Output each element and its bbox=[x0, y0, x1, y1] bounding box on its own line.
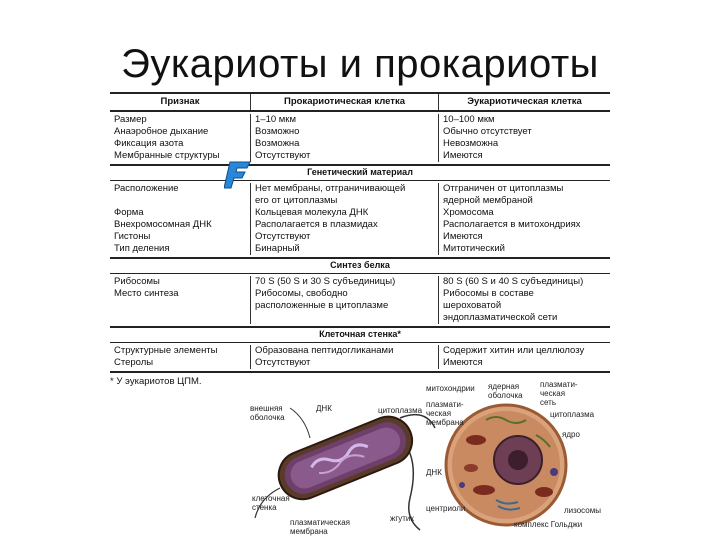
table-cell-prokaryote: его от цитоплазмы bbox=[250, 195, 438, 207]
table-row bbox=[110, 288, 610, 300]
table-cell-feature: Стеролы bbox=[114, 357, 154, 368]
section-protein-synthesis: Синтез белка bbox=[110, 257, 610, 274]
section-cell-wall: Клеточная стенка* bbox=[110, 326, 610, 343]
table-row bbox=[110, 231, 610, 243]
footnote: * У эукариотов ЦПМ. bbox=[110, 376, 202, 387]
table-cell-eukaryote: Располагается в митохондриях bbox=[438, 219, 610, 231]
table-cell-feature: Фиксация азота bbox=[114, 138, 184, 149]
table-cell-feature: Структурные элементы bbox=[114, 345, 218, 356]
table-cell-prokaryote: Отсутствуют bbox=[250, 357, 438, 369]
table-row bbox=[110, 312, 610, 324]
label-plasma-membrane: плазмати- ческая мембрана bbox=[426, 400, 464, 427]
label-cell-wall: клеточная стенка bbox=[252, 494, 290, 512]
table-cell-feature: Место синтеза bbox=[114, 288, 179, 299]
table-group-general bbox=[110, 112, 610, 164]
table-row bbox=[110, 276, 610, 288]
header-feature: Признак bbox=[160, 96, 200, 107]
table-row bbox=[110, 207, 610, 219]
table-cell-feature: Мембранные структуры bbox=[114, 150, 220, 161]
label-prok-membrane: плазматическая мембрана bbox=[290, 518, 351, 536]
table-row bbox=[110, 219, 610, 231]
table-group-protein bbox=[110, 274, 610, 326]
table-cell-prokaryote: Отсутствуют bbox=[250, 150, 438, 162]
table-cell-prokaryote: Бинарный bbox=[250, 243, 438, 255]
eukaryote-illustration bbox=[426, 380, 601, 530]
table-cell-feature: Внехромосомная ДНК bbox=[114, 219, 212, 230]
table-header bbox=[110, 92, 610, 112]
label-prok-cytoplasm: цитоплазма bbox=[378, 406, 423, 415]
table-cell-prokaryote: Возможно bbox=[250, 126, 438, 138]
label-euk-dna: ДНК bbox=[426, 468, 442, 477]
table-cell-feature: Тип деления bbox=[114, 243, 170, 254]
table-cell-prokaryote: Располагается в плазмидах bbox=[250, 219, 438, 231]
table-cell-eukaryote: ядерной мембраной bbox=[438, 195, 610, 207]
label-prok-dna: ДНК bbox=[316, 404, 332, 413]
table-cell-eukaryote: Отграничен от цитоплазмы bbox=[438, 183, 610, 195]
table-cell-prokaryote bbox=[250, 312, 438, 324]
prokaryote-illustration bbox=[250, 398, 440, 538]
table-cell-prokaryote: 1–10 мкм bbox=[250, 114, 438, 126]
table-row bbox=[110, 300, 610, 312]
label-outer-shell: внешняя оболочка bbox=[250, 404, 285, 422]
label-centrioles: центриоли bbox=[426, 504, 466, 513]
table-cell-eukaryote: Митотический bbox=[438, 243, 610, 255]
table-group-genetic bbox=[110, 181, 610, 257]
section-genetic-material: Генетический материал bbox=[110, 164, 610, 181]
label-golgi: комплекс Гольджи bbox=[514, 520, 583, 529]
table-cell-eukaryote: Рибосомы в составе bbox=[438, 288, 610, 300]
table-cell-feature bbox=[110, 300, 250, 312]
table-row bbox=[110, 150, 610, 162]
table-row bbox=[110, 114, 610, 126]
table-cell-prokaryote: Образована пептидогликанами bbox=[250, 345, 438, 357]
label-lysosomes: лизосомы bbox=[564, 506, 601, 515]
table-cell-eukaryote: шероховатой bbox=[438, 300, 610, 312]
table-cell-prokaryote: Отсутствуют bbox=[250, 231, 438, 243]
label-mitochondria: митохондрии bbox=[426, 384, 475, 393]
table-cell-eukaryote: Обычно отсутствует bbox=[438, 126, 610, 138]
table-row bbox=[110, 195, 610, 207]
table-cell-eukaryote: эндоплазматической сети bbox=[438, 312, 610, 324]
table-cell-prokaryote: Кольцевая молекула ДНК bbox=[250, 207, 438, 219]
table-cell-prokaryote: расположенные в цитоплазме bbox=[250, 300, 438, 312]
table-cell-feature: Расположение bbox=[114, 183, 179, 194]
label-euk-cytoplasm: цитоплазма bbox=[550, 410, 595, 419]
table-cell-eukaryote: 80 S (60 S и 40 S субъединицы) bbox=[438, 276, 610, 288]
table-group-wall bbox=[110, 343, 610, 373]
table-row bbox=[110, 243, 610, 255]
table-cell-feature bbox=[110, 195, 250, 207]
label-flagellum: жгутик bbox=[390, 514, 414, 523]
label-er: плазмати- ческая сеть bbox=[540, 380, 578, 407]
table-cell-prokaryote: Рибосомы, свободно bbox=[250, 288, 438, 300]
table-cell-feature: Анаэробное дыхание bbox=[114, 126, 209, 137]
table-cell-prokaryote: Возможна bbox=[250, 138, 438, 150]
label-nuclear-envelope: ядерная оболочка bbox=[488, 382, 523, 400]
table-cell-eukaryote: Имеются bbox=[438, 357, 610, 369]
table-cell-eukaryote: Хромосома bbox=[438, 207, 610, 219]
page-title: Эукариоты и прокариоты bbox=[121, 42, 599, 86]
table-cell-feature: Рибосомы bbox=[114, 276, 160, 287]
table-row bbox=[110, 138, 610, 150]
table-cell-feature: Размер bbox=[114, 114, 147, 125]
table-row bbox=[110, 126, 610, 138]
label-nucleus: ядро bbox=[562, 430, 580, 439]
table-row bbox=[110, 183, 610, 195]
table-cell-feature bbox=[110, 312, 250, 324]
table-row bbox=[110, 345, 610, 357]
table-cell-prokaryote: Нет мембраны, отграничивающей bbox=[250, 183, 438, 195]
comparison-table bbox=[110, 92, 610, 373]
header-eukaryote: Эукариотическая клетка bbox=[438, 94, 610, 110]
table-cell-prokaryote: 70 S (50 S и 30 S субъединицы) bbox=[250, 276, 438, 288]
table-cell-eukaryote: Содержит хитин или целлюлозу bbox=[438, 345, 610, 357]
table-cell-feature: Форма bbox=[114, 207, 144, 218]
table-cell-feature: Гистоны bbox=[114, 231, 151, 242]
table-cell-eukaryote: Невозможна bbox=[438, 138, 610, 150]
table-cell-eukaryote: Имеются bbox=[438, 231, 610, 243]
header-prokaryote: Прокариотическая клетка bbox=[250, 94, 438, 110]
table-cell-eukaryote: 10–100 мкм bbox=[438, 114, 610, 126]
table-cell-eukaryote: Имеются bbox=[438, 150, 610, 162]
table-row bbox=[110, 357, 610, 369]
f-logo-icon bbox=[224, 160, 252, 190]
